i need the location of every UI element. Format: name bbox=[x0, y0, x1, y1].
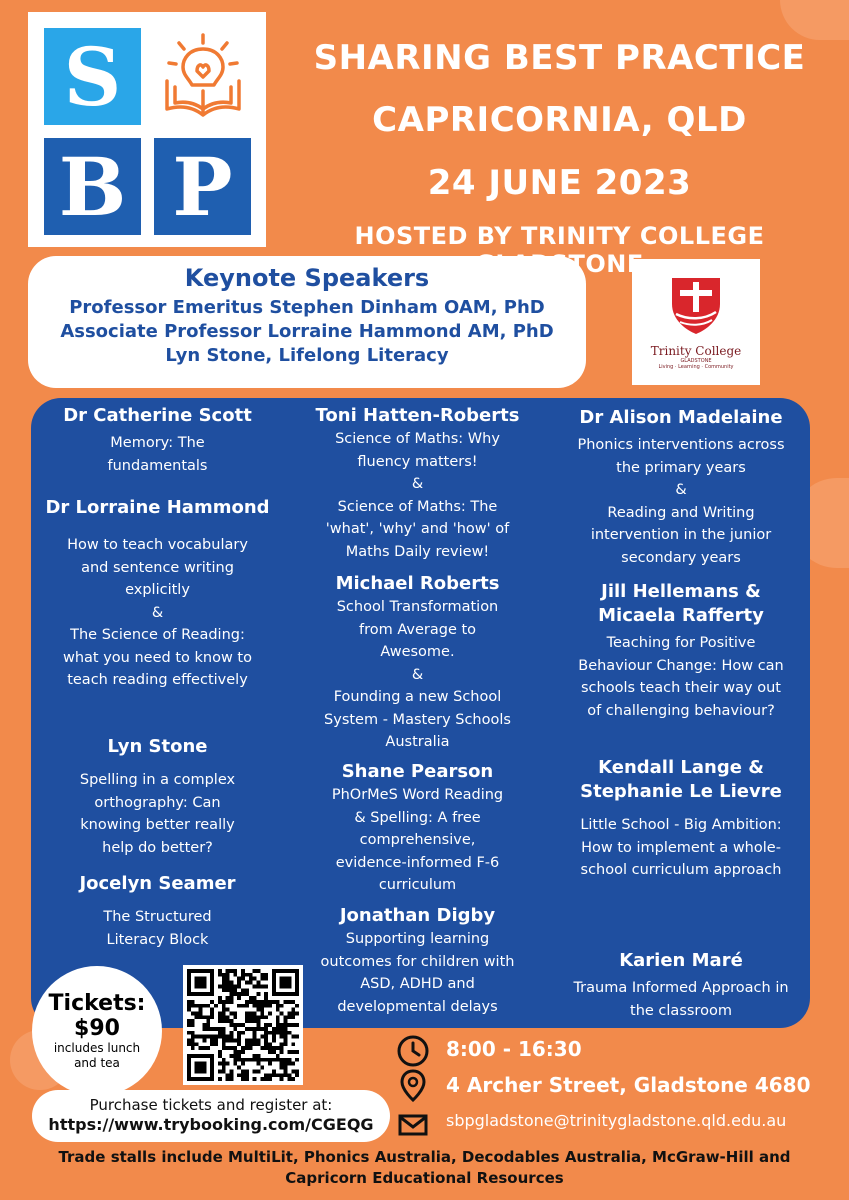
tickets-title: Tickets: bbox=[48, 991, 146, 1016]
sbp-logo bbox=[28, 12, 266, 247]
keynote-title: Keynote Speakers bbox=[184, 264, 430, 292]
purchase-link[interactable]: https://www.trybooking.com/CGEQG bbox=[48, 1115, 374, 1134]
purchase-box bbox=[32, 1090, 390, 1142]
tickets-badge bbox=[32, 966, 162, 1096]
speaker-name: Michael Roberts bbox=[335, 573, 500, 594]
contact-email[interactable]: sbpgladstone@trinitygladstone.qld.edu.au bbox=[446, 1111, 787, 1130]
speaker-name: Dr Catherine Scott bbox=[63, 405, 252, 426]
speaker-name: Jonathan Digby bbox=[339, 905, 496, 926]
session-block bbox=[31, 872, 284, 951]
trinity-college-logo bbox=[632, 259, 760, 385]
talk-title: PhOrMeS Word Reading & Spelling: A free comprehensive, evidence-informed F-6 curriculum bbox=[331, 787, 504, 893]
footer-line: Capricorn Educational Resources bbox=[285, 1169, 564, 1187]
session-block bbox=[31, 404, 284, 477]
qr-code[interactable] bbox=[183, 965, 303, 1085]
location-pin-icon bbox=[396, 1068, 430, 1102]
clock-icon bbox=[396, 1034, 430, 1068]
trade-stalls-footer bbox=[0, 1147, 849, 1189]
trinity-shield-icon bbox=[666, 274, 726, 338]
speaker-name: Karien Maré bbox=[619, 950, 743, 971]
session-block bbox=[556, 949, 806, 1022]
program-panel bbox=[31, 398, 810, 1028]
keynote-speaker: Associate Professor Lorraine Hammond AM, PhD bbox=[60, 321, 554, 342]
session-block bbox=[294, 904, 541, 1018]
speaker-name: Jill Hellemans & Micaela Rafferty bbox=[598, 581, 764, 626]
session-block bbox=[556, 580, 806, 722]
event-location: CAPRICORNIA, QLD bbox=[372, 100, 747, 140]
purchase-label: Purchase tickets and register at: bbox=[89, 1096, 333, 1114]
ticket-note: includes lunch and tea bbox=[53, 1041, 141, 1070]
trinity-subtitle: GLADSTONE bbox=[680, 358, 712, 364]
logo-tile-s: S bbox=[44, 28, 141, 125]
event-address: 4 Archer Street, Gladstone 4680 bbox=[446, 1073, 811, 1097]
talk-title: Trauma Informed Approach in the classroom bbox=[573, 980, 789, 1019]
background-shape bbox=[780, 0, 849, 40]
speaker-name: Dr Alison Madelaine bbox=[579, 407, 783, 428]
talk-title: How to teach vocabulary and sentence writing explicitly & The Science of Reading: what you need to know to teach reading effectively bbox=[63, 537, 252, 688]
footer-line: Trade stalls include MultiLit, Phonics Australia, Decodables Australia, McGraw-Hill and bbox=[58, 1148, 791, 1166]
logo-tile-p: P bbox=[154, 138, 251, 235]
ticket-price: $90 bbox=[74, 1016, 120, 1041]
session-block bbox=[31, 735, 284, 859]
trinity-tagline: Living · Learning · Community bbox=[658, 364, 734, 370]
keynote-box bbox=[28, 256, 586, 388]
speaker-name: Toni Hatten-Roberts bbox=[315, 405, 520, 426]
email-icon bbox=[396, 1108, 430, 1142]
session-block bbox=[294, 760, 541, 897]
event-host: HOSTED BY TRINITY COLLEGE bbox=[354, 222, 765, 250]
session-block bbox=[294, 404, 541, 563]
event-time: 8:00 - 16:30 bbox=[446, 1037, 582, 1061]
trinity-name: Trinity College bbox=[650, 344, 742, 358]
speaker-name: Dr Lorraine Hammond bbox=[45, 497, 270, 518]
talk-title: Spelling in a complex orthography: Can knowing better really help do better? bbox=[79, 772, 236, 856]
talk-title: The Structured Literacy Block bbox=[103, 909, 212, 948]
talk-title: Supporting learning outcomes for children with ASD, ADHD and developmental delays bbox=[320, 931, 515, 1015]
keynote-speaker: Professor Emeritus Stephen Dinham OAM, PhD bbox=[69, 297, 545, 318]
talk-title: Teaching for Positive Behaviour Change: How can schools teach their way out of challenging behaviour? bbox=[578, 635, 784, 719]
talk-title: Phonics interventions across the primary years & Reading and Writing intervention in the junior secondary years bbox=[577, 437, 785, 566]
talk-title: Science of Maths: Why fluency matters! & Science of Maths: The 'what', 'why' and 'how' of Maths Daily review! bbox=[325, 431, 510, 560]
event-title: SHARING BEST PRACTICE bbox=[313, 38, 806, 78]
speaker-name: Kendall Lange & Stephanie Le Lievre bbox=[580, 757, 782, 802]
session-block bbox=[294, 572, 541, 754]
talk-title: School Transformation from Average to Awesome. & Founding a new School System - Mastery Schools Australia bbox=[324, 599, 511, 750]
session-block bbox=[31, 496, 284, 692]
event-date: 24 JUNE 2023 bbox=[427, 163, 692, 203]
talk-title: Memory: The fundamentals bbox=[107, 435, 208, 474]
keynote-speaker: Lyn Stone, Lifelong Literacy bbox=[165, 345, 449, 366]
speaker-name: Shane Pearson bbox=[341, 761, 494, 782]
logo-tile-b: B bbox=[44, 138, 141, 235]
speaker-name: Jocelyn Seamer bbox=[79, 873, 236, 894]
lightbulb-book-icon bbox=[154, 28, 251, 125]
session-block bbox=[556, 756, 806, 882]
session-block bbox=[556, 406, 806, 569]
talk-title: Little School - Big Ambition: How to implement a whole-school curriculum approach bbox=[580, 817, 782, 878]
speaker-name: Lyn Stone bbox=[107, 736, 208, 757]
